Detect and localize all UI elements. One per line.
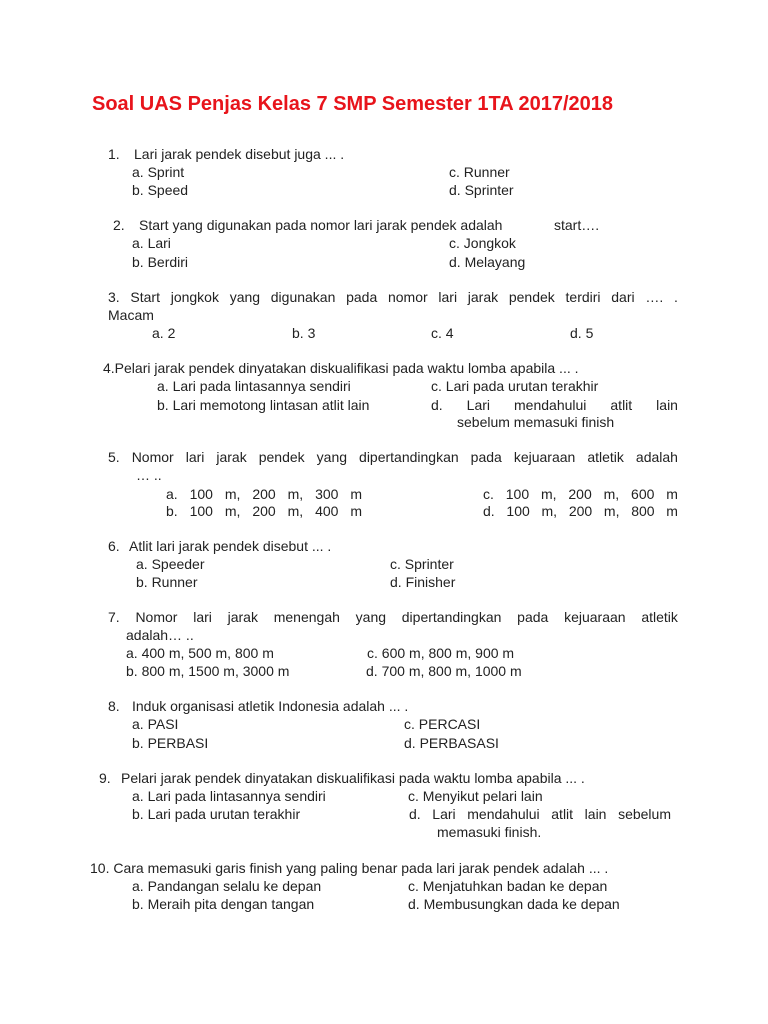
option-c: c. Menjatuhkan badan ke depan [408, 878, 608, 894]
option-b: b. Runner [136, 574, 198, 590]
option-d: d. Lari mendahului atlit lain [431, 397, 678, 413]
option-d-cont: memasuki finish. [437, 824, 542, 840]
question-number: 2. [113, 217, 125, 233]
question-number: 9. [99, 770, 111, 786]
option-d: d. Lari mendahului atlit lain sebelum [409, 806, 671, 822]
question-text-cont: adalah… .. [126, 627, 194, 643]
option-b: b. Speed [132, 182, 189, 198]
option-b: b. Berdiri [132, 254, 189, 270]
option-a: a. PASI [132, 716, 179, 732]
question-text-tail: start…. [554, 217, 600, 233]
option-a: a. 2 [152, 325, 176, 341]
option-a: a. Lari pada lintasannya sendiri [132, 788, 326, 804]
question-text: 3. Start jongkok yang digunakan pada nomor lari jarak pendek terdiri dari …. . [108, 289, 678, 305]
option-b: b. PERBASI [132, 735, 209, 751]
question-text: Induk organisasi atletik Indonesia adalah ... . [132, 698, 409, 714]
option-c: c. 100 m, 200 m, 600 m [483, 486, 678, 502]
option-d: d. 100 m, 200 m, 800 m [483, 503, 678, 519]
question-text-cont: Macam [108, 307, 154, 323]
option-a: a. Speeder [136, 556, 205, 572]
question-text-cont: … .. [136, 467, 162, 483]
question-text: 4.Pelari jarak pendek dinyatakan diskualifikasi pada waktu lomba apabila ... . [103, 360, 579, 376]
question-number: 8. [108, 698, 120, 714]
option-a: a. Pandangan selalu ke depan [132, 878, 322, 894]
option-b: b. Lari memotong lintasan atlit lain [157, 397, 370, 413]
question-text: Start yang digunakan pada nomor lari jarak pendek adalah [139, 217, 503, 233]
option-b: b. 100 m, 200 m, 400 m [166, 503, 362, 519]
option-d: d. Sprinter [449, 182, 514, 198]
option-b: b. 800 m, 1500 m, 3000 m [126, 663, 290, 679]
option-c: c. Runner [449, 164, 510, 180]
question-text: Lari jarak pendek disebut juga ... . [134, 146, 345, 162]
option-d: d. Melayang [449, 254, 526, 270]
question-text: 10. Cara memasuki garis finish yang paling benar pada lari jarak pendek adalah ... . [90, 860, 609, 876]
option-b: b. 3 [292, 325, 316, 341]
option-a: a. 100 m, 200 m, 300 m [166, 486, 362, 502]
option-c: c. PERCASI [404, 716, 481, 732]
option-a: a. Lari pada lintasannya sendiri [157, 378, 351, 394]
option-c: c. 600 m, 800 m, 900 m [367, 645, 515, 661]
option-d-cont: sebelum memasuki finish [457, 414, 615, 430]
option-d: d. Membusungkan dada ke depan [408, 896, 620, 912]
option-d: d. 700 m, 800 m, 1000 m [366, 663, 522, 679]
option-d: d. PERBASASI [404, 735, 499, 751]
option-d: d. Finisher [390, 574, 456, 590]
option-b: b. Meraih pita dengan tangan [132, 896, 315, 912]
page-title: Soal UAS Penjas Kelas 7 SMP Semester 1TA 2017/2018 [92, 93, 614, 115]
option-d: d. 5 [570, 325, 594, 341]
option-c: c. Jongkok [449, 235, 516, 251]
question-number: 6. [108, 538, 120, 554]
question-text: Atlit lari jarak pendek disebut ... . [129, 538, 332, 554]
option-c: c. Sprinter [390, 556, 454, 572]
option-a: a. 400 m, 500 m, 800 m [126, 645, 274, 661]
option-c: c. Menyikut pelari lain [408, 788, 543, 804]
option-b: b. Lari pada urutan terakhir [132, 806, 301, 822]
question-text: 5. Nomor lari jarak pendek yang dipertandingkan pada kejuaraan atletik adalah [108, 449, 678, 465]
option-a: a. Sprint [132, 164, 185, 180]
option-a: a. Lari [132, 235, 171, 251]
question-text: 7. Nomor lari jarak menengah yang dipertandingkan pada kejuaraan atletik [108, 609, 678, 625]
question-text: Pelari jarak pendek dinyatakan diskualifikasi pada waktu lomba apabila ... . [121, 770, 585, 786]
option-c: c. Lari pada urutan terakhir [431, 378, 599, 394]
option-c: c. 4 [431, 325, 454, 341]
question-number: 1. [108, 146, 120, 162]
